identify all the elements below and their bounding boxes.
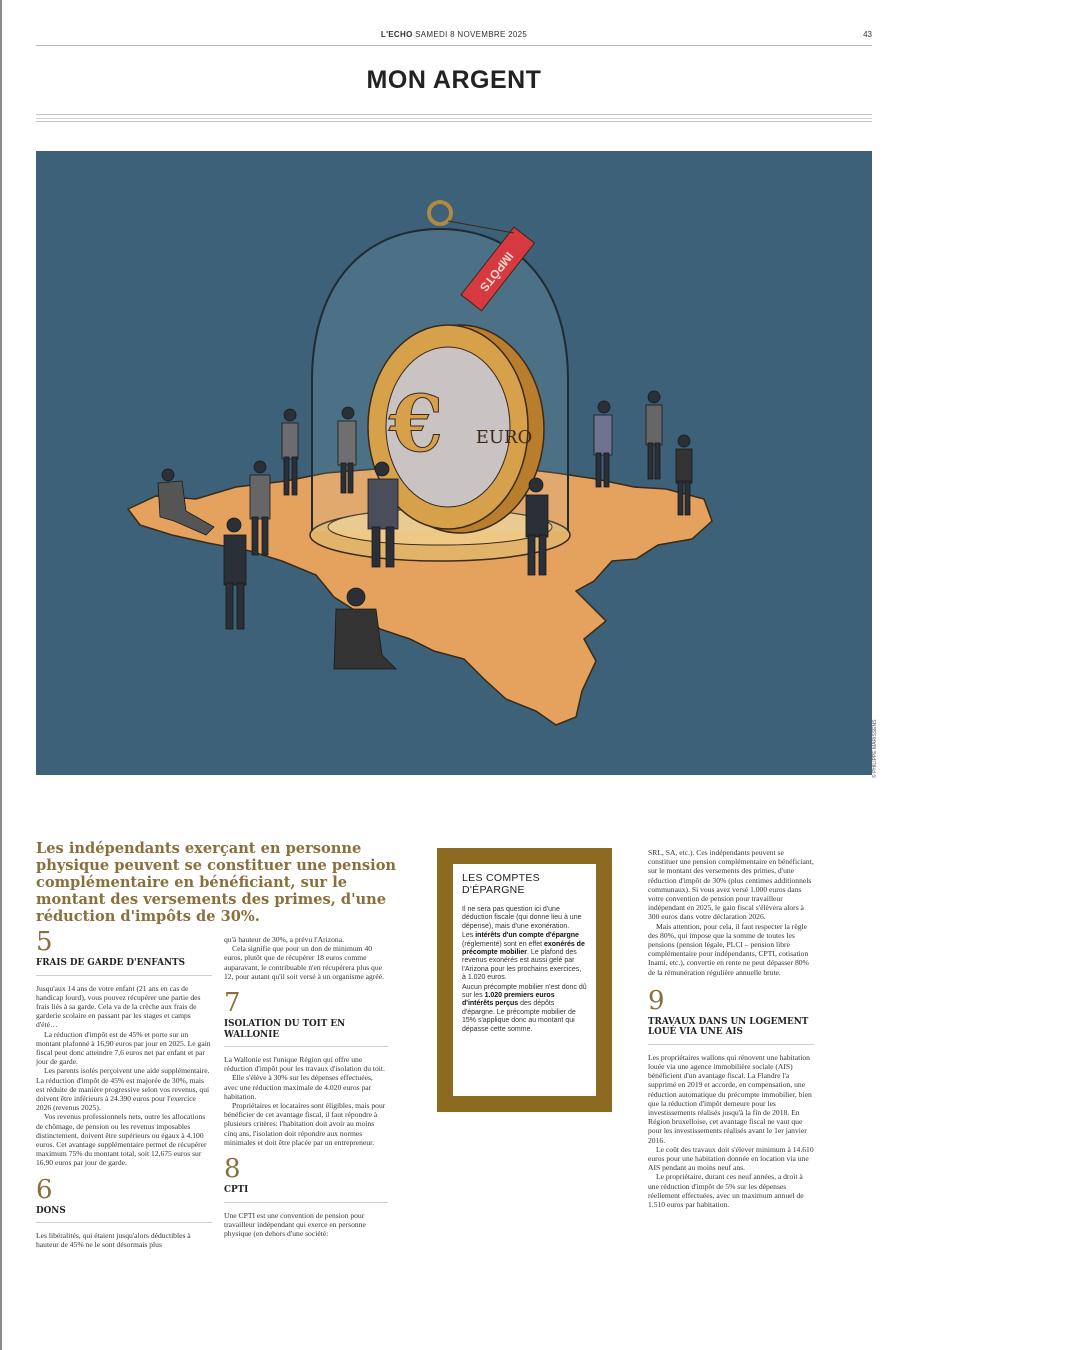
subhead-cpti: CPTI bbox=[224, 1185, 388, 1203]
section-title: MON ARGENT bbox=[366, 66, 542, 94]
paragraph: La Wallonie est l'unique Région qui offre une réduction d'impôt pour les travaux d'isolation du toit. bbox=[224, 1055, 385, 1074]
column-2 bbox=[224, 935, 388, 1238]
section-number-7: 7 bbox=[224, 988, 241, 1019]
paragraph: Propriétaires et locataires sont éligibles, mais pour bénéficier de cet avantage fiscal, il faut répondre à plusieurs critères: l'habitation doit avoir au moins cinq ans, l'isolation doit répondre aux normes minimales et doit être placée par un entrepreneur. bbox=[224, 1101, 386, 1147]
paragraph: Mais attention, pour cela, il faut respecter la règle des 80%, qui impose que la somme de toutes les pensions (pension légale, PLCI – pension libre complémentaire pour indépendants, CPTI, cotisation Inami, etc.), convertie en rente ne peut dépasser 80% de la rémunération régulière annuelle brute. bbox=[648, 921, 809, 977]
illustration bbox=[36, 151, 872, 775]
paragraph: Jusqu'aux 14 ans de votre enfant (21 ans en cas de handicap lourd), vous pouvez récupérer une partie des frais liés à sa garde. Cela va de la crèche aux frais de garderie scolaire en passant par les stages et camps d'été… bbox=[36, 983, 201, 1030]
section-number-6: 6 bbox=[36, 1174, 53, 1205]
paragraph: Cela signifie que pour un don de minimum 40 euros, plutôt que de récupérer 18 euros comme auparavant, le contribuable n'en récupérera plus que 12, pour autant qu'il soit versé à un organisme agréé. bbox=[224, 944, 385, 981]
paragraph: SRL, SA, etc.). Ces indépendants peuvent se constituer une pension complémentaire en bénéficiant, sur le montant des versements des primes, d'une réduction d'impôt de 30% (plus centimes additionnels communaux). Si vous avez versé 1.000 euros dans votre convention de pension pour travailleur indépendant en 2025, le gain fiscal s'élèvera alors à 300 euros dans votre déclaration 2026. bbox=[648, 848, 814, 922]
savings-box bbox=[437, 848, 612, 1112]
paragraph: Elle s'élève à 30% sur les dépenses effectuées, avec une réduction maximale de 4.020 euros par habitation. bbox=[224, 1073, 373, 1101]
savings-box-title: LES COMPTES D'ÉPARGNE bbox=[462, 872, 540, 896]
section-number-9: 9 bbox=[648, 985, 665, 1016]
masthead bbox=[36, 30, 872, 46]
paragraph: Les propriétaires wallons qui rénovent une habitation louée via une agence immobilière sociale (AIS) bénéficient d'un avantage fiscal. La Flandre l'a supprimé en 2019 et accorde, en compensation, une réduction automatique du précompte immobilier, bien que la réduction d'impôt demeure pour les investissements réalisés jusqu'à la fin de 2018. En Région bruxelloise, cet avantage fiscal ne vaut que pour les investissements réalisés avant le 1er janvier 2016. bbox=[648, 1052, 812, 1145]
person-standing-4 bbox=[224, 518, 246, 629]
dome-ring bbox=[429, 202, 451, 224]
paragraph: Le propriétaire, durant ces neuf années, a droit à une réduction d'impôt de 5% sur les dépenses réellement effectuées, avec un maximum annuel de 1.510 euros par habitation. bbox=[648, 1172, 804, 1210]
masthead-line bbox=[36, 30, 872, 39]
section-number-5: 5 bbox=[36, 927, 53, 957]
person-right-1 bbox=[594, 401, 612, 487]
left-border bbox=[0, 0, 2, 1350]
tax-tag-label: IMPÔTS bbox=[476, 249, 517, 295]
paragraph: La réduction d'impôt est de 45% et porte sur un montant plafonné à 16,90 euros par jour en 2025. Le gain fiscal peut donc atteindre 7,6 euros net par enfant et par jour de garde. bbox=[36, 1029, 211, 1067]
illustration-art bbox=[36, 151, 872, 775]
photo-credit: © PHILIPPE MARISSENS bbox=[872, 719, 878, 778]
subhead-ais-works: TRAVAUX DANS UN LOGEMENT LOUÉ VIA UNE AIS bbox=[648, 1017, 814, 1045]
euro-symbol: € bbox=[388, 379, 444, 470]
coin-label: EURO bbox=[475, 427, 533, 448]
paragraph: Les parents isolés perçoivent une aide supplémentaire. La réduction d'impôt de 45% est majorée de 30%, mais est réduite de manière progressive selon vos revenus, qui doivent être inférieurs à 24.390 euros pour l'exercice 2026 (revenus 2025). bbox=[36, 1066, 210, 1113]
paragraph: qu'à hauteur de 30%, a prévu l'Arizona. bbox=[224, 935, 344, 944]
newspaper-brand: L'ECHO bbox=[380, 30, 413, 39]
top-rule bbox=[36, 45, 872, 46]
column-1 bbox=[36, 928, 212, 1249]
box-paragraph: Aucun précompte mobilier n'est donc dû sur les 1.020 premiers euros d'intérêts perçus des dépôts d'épargne. Le précompte mobilier de 15% s'applique donc au montant qui dépasse cette somme. bbox=[462, 983, 587, 1033]
column-4 bbox=[648, 848, 814, 1209]
subhead-childcare: FRAIS DE GARDE D'ENFANTS bbox=[36, 958, 212, 976]
paragraph: Vos revenus professionnels nets, outre les allocations de chômage, de pension ou les revenus imposables distinctement, doivent être supérieurs ou égaux à 4.100 euros. Cet avantage supplémentaire permet de récupérer maximum 75% du montant total, soit 12,675 euros sur 16,90 euros par jour de garde. bbox=[36, 1112, 207, 1168]
title-rules bbox=[36, 114, 872, 122]
section-number-8: 8 bbox=[224, 1154, 241, 1185]
box-paragraph: Il ne sera pas question ici d'une déduction fiscale (qui donne lieu à une dépense), mais d'une exonération. bbox=[462, 906, 582, 930]
box-paragraph: Les intérêts d'un compte d'épargne (réglementé) sont en effet exonérés de précompte mobilier. Le plafond des revenus exonérés est aussi gelé par l'Arizona pour les prochains exercices, à 1.020 euros. bbox=[462, 932, 585, 982]
lede: Les indépendants exerçant en personne physique peuvent se constituer une pension complémentaire en bénéficiant, sur le montant des versements des primes, d'une réduction d'impôts de 30%. bbox=[36, 840, 397, 925]
issue-date: SAMEDI 8 NOVEMBRE 2025 bbox=[415, 30, 528, 39]
paragraph: Une CPTI est une convention de pension pour travailleur indépendant qui exerce en personne physique (en dehors d'une société: bbox=[224, 1210, 366, 1238]
page-number: 43 bbox=[863, 30, 872, 39]
subhead-donations: DONS bbox=[36, 1206, 212, 1224]
savings-box-content bbox=[453, 864, 596, 1096]
subhead-roof-insulation: ISOLATION DU TOIT EN WALLONIE bbox=[224, 1019, 388, 1047]
paragraph: Les libéralités, qui étaient jusqu'alors déductibles à hauteur de 45% ne le sont désormais plus bbox=[36, 1231, 191, 1250]
paragraph: Le coût des travaux doit s'élever minimum à 14.610 euros pour une habitation donnée en location via une AIS pendant au moins neuf ans. bbox=[648, 1144, 814, 1173]
person-right-2 bbox=[646, 391, 662, 479]
